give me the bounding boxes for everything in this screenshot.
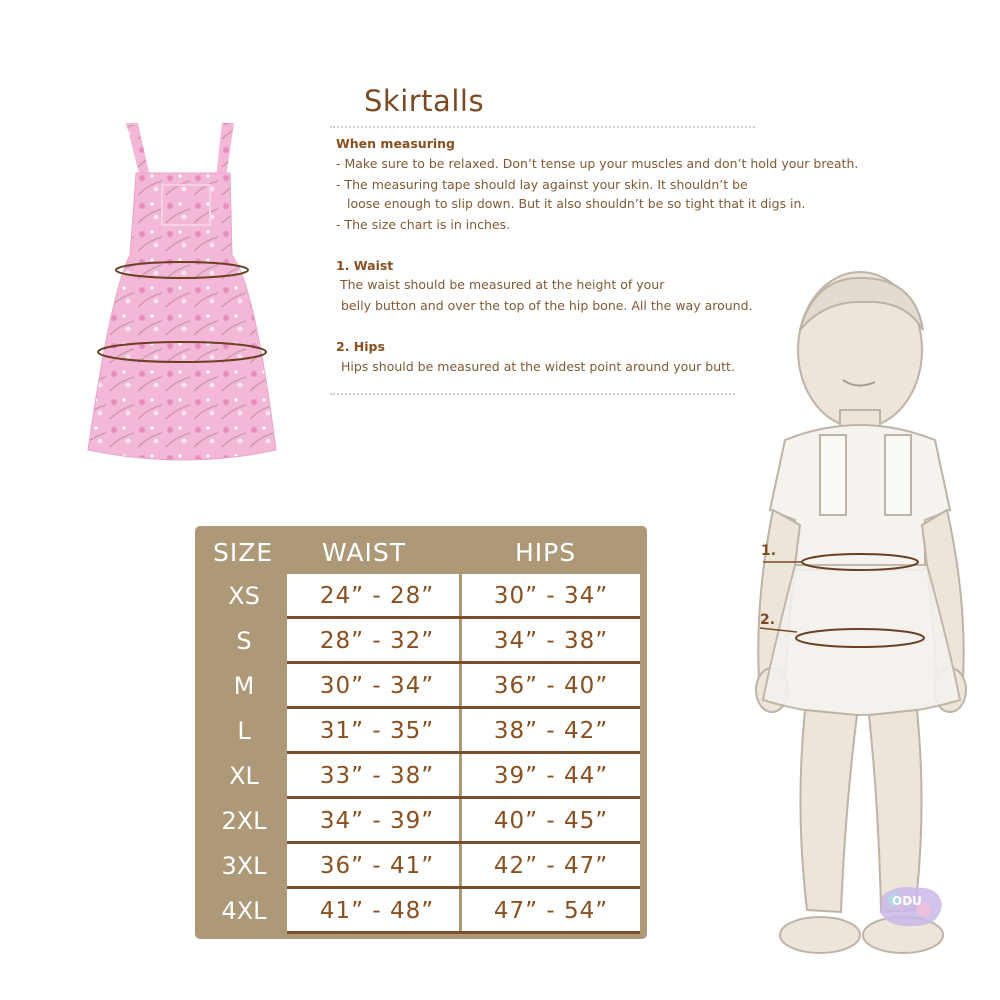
size-label: 3XL — [221, 852, 267, 880]
waist-line-1: The waist should be measured at the height of your — [340, 277, 665, 292]
hips-value: 34” - 38” — [493, 628, 609, 654]
header-hips: HIPS — [515, 538, 577, 567]
measuring-line-4: - The size chart is in inches. — [336, 217, 511, 232]
row-divider — [287, 931, 640, 934]
brand-logo-text: ODU — [892, 894, 922, 908]
waist-value: 24” - 28” — [319, 583, 435, 609]
waist-value: 33” - 38” — [319, 763, 435, 789]
hips-value: 39” - 44” — [493, 763, 609, 789]
header-size: SIZE — [213, 538, 274, 567]
waist-value: 41” - 48” — [319, 898, 435, 924]
hips-heading: 2. Hips — [336, 339, 385, 354]
marker-waist: 1. — [761, 543, 777, 559]
size-label: XL — [229, 762, 259, 790]
hips-value: 42” - 47” — [493, 853, 609, 879]
divider-top — [330, 126, 755, 128]
size-label: S — [236, 627, 252, 655]
waist-value: 36” - 41” — [319, 853, 435, 879]
measuring-line-3: loose enough to slip down. But it also shouldn’t be so tight that it digs in. — [347, 196, 806, 211]
divider-bottom — [330, 393, 735, 395]
waist-value: 30” - 34” — [319, 673, 435, 699]
measuring-line-1: - Make sure to be relaxed. Don’t tense up your muscles and don’t hold your breath. — [336, 156, 859, 171]
waist-value: 28” - 32” — [319, 628, 435, 654]
mannequin-illustration — [745, 270, 985, 990]
waist-value: 31” - 35” — [319, 718, 435, 744]
size-label: 2XL — [221, 807, 267, 835]
hips-value: 47” - 54” — [493, 898, 609, 924]
hips-value: 38” - 42” — [493, 718, 609, 744]
hips-value: 30” - 34” — [493, 583, 609, 609]
skirtall-dress-illustration — [80, 115, 290, 475]
size-label: 4XL — [221, 897, 267, 925]
measuring-heading: When measuring — [336, 136, 455, 151]
size-label: XS — [228, 582, 260, 610]
marker-hips: 2. — [760, 612, 776, 628]
hips-line-1: Hips should be measured at the widest point around your butt. — [341, 359, 735, 374]
measuring-line-2: - The measuring tape should lay against your skin. It shouldn’t be — [336, 177, 748, 192]
page-title: Skirtalls — [364, 84, 485, 118]
waist-value: 34” - 39” — [319, 808, 435, 834]
size-label: M — [233, 672, 255, 700]
waist-line-2: belly button and over the top of the hip bone. All the way around. — [341, 298, 753, 313]
hips-value: 40” - 45” — [493, 808, 609, 834]
header-waist: WAIST — [322, 538, 406, 567]
brand-logo — [876, 882, 946, 930]
size-label: L — [237, 717, 251, 745]
waist-heading: 1. Waist — [336, 258, 394, 273]
hips-value: 36” - 40” — [493, 673, 609, 699]
